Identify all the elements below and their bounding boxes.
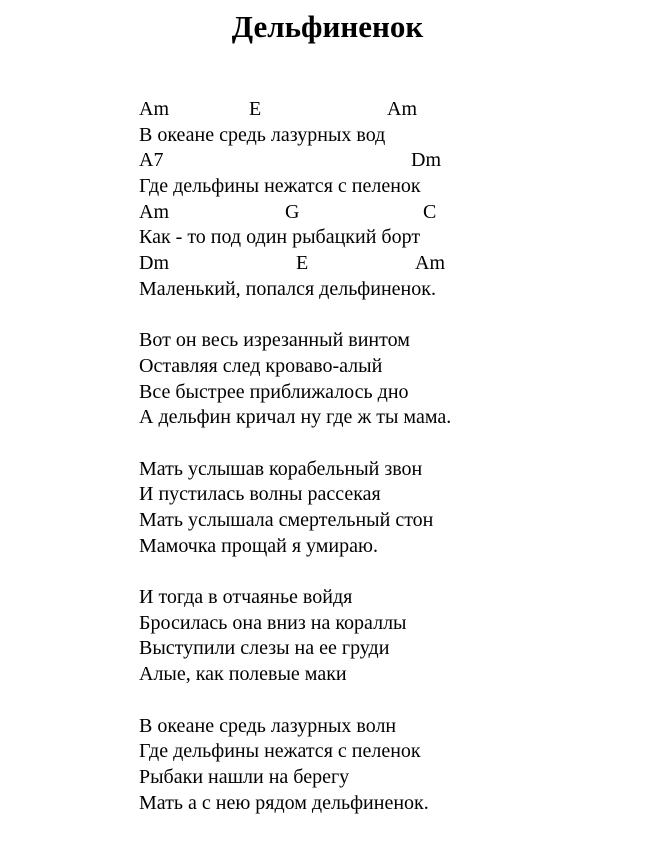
lyric-line: В океане средь лазурных вод bbox=[139, 123, 386, 146]
chord: Am bbox=[415, 252, 445, 275]
lyric-line: Мамочка прощай я умираю. bbox=[139, 534, 378, 557]
lyric-line: Мать услышала смертельный стон bbox=[139, 509, 434, 531]
chord: C bbox=[423, 200, 437, 223]
chord: Am bbox=[139, 200, 169, 223]
chord: A7 bbox=[139, 149, 164, 172]
lyric-line: И тогда в отчаянье войдя bbox=[139, 586, 353, 609]
lyric-line: Все быстрее приближалось дно bbox=[139, 380, 409, 403]
chord: Dm bbox=[139, 252, 169, 275]
chord: Am bbox=[139, 98, 169, 120]
lyric-line: Мать а с нею рядом дельфиненок. bbox=[139, 791, 429, 814]
lyric-line: Где дельфины нежатся с пеленок bbox=[139, 175, 421, 198]
lyric-line: Выступили слезы на ее груди bbox=[139, 637, 390, 660]
chord: E bbox=[296, 252, 309, 275]
lyric-line: Где дельфины нежатся с пеленок bbox=[139, 740, 421, 763]
chord: E bbox=[249, 98, 262, 120]
lyric-line: Маленький, попался дельфиненок. bbox=[139, 277, 436, 300]
chord: Dm bbox=[411, 149, 441, 172]
verse-3 bbox=[139, 457, 451, 560]
lyric-line: В океане средь лазурных волн bbox=[139, 714, 397, 737]
song-title: Дельфиненок bbox=[231, 9, 424, 44]
lyric-line: А дельфин кричал ну где ж ты мама. bbox=[139, 406, 452, 429]
chord-line bbox=[139, 97, 451, 123]
verse-4 bbox=[139, 585, 451, 688]
lyric-line: Рыбаки нашли на берегу bbox=[139, 765, 350, 788]
verse-2 bbox=[139, 328, 451, 431]
chord-line bbox=[139, 148, 451, 174]
lyric-line: Оставляя след кроваво-алый bbox=[139, 354, 383, 377]
lyric-line: Бросилась она вниз на кораллы bbox=[139, 611, 407, 634]
lyric-line: Алые, как полевые маки bbox=[139, 663, 347, 686]
chord: Am bbox=[387, 98, 417, 120]
lyric-line: Как - то под один рыбацкий борт bbox=[139, 226, 421, 249]
chord-line bbox=[139, 251, 451, 277]
verse-1 bbox=[139, 97, 451, 303]
song-body bbox=[139, 97, 451, 842]
lyric-line: Мать услышав корабельный звон bbox=[139, 457, 423, 480]
verse-5 bbox=[139, 714, 451, 817]
lyric-line: Вот он весь изрезанный винтом bbox=[139, 329, 410, 352]
chord-line bbox=[139, 200, 451, 226]
chord: G bbox=[285, 200, 300, 223]
lyric-line: И пустилась волны рассекая bbox=[139, 483, 381, 506]
